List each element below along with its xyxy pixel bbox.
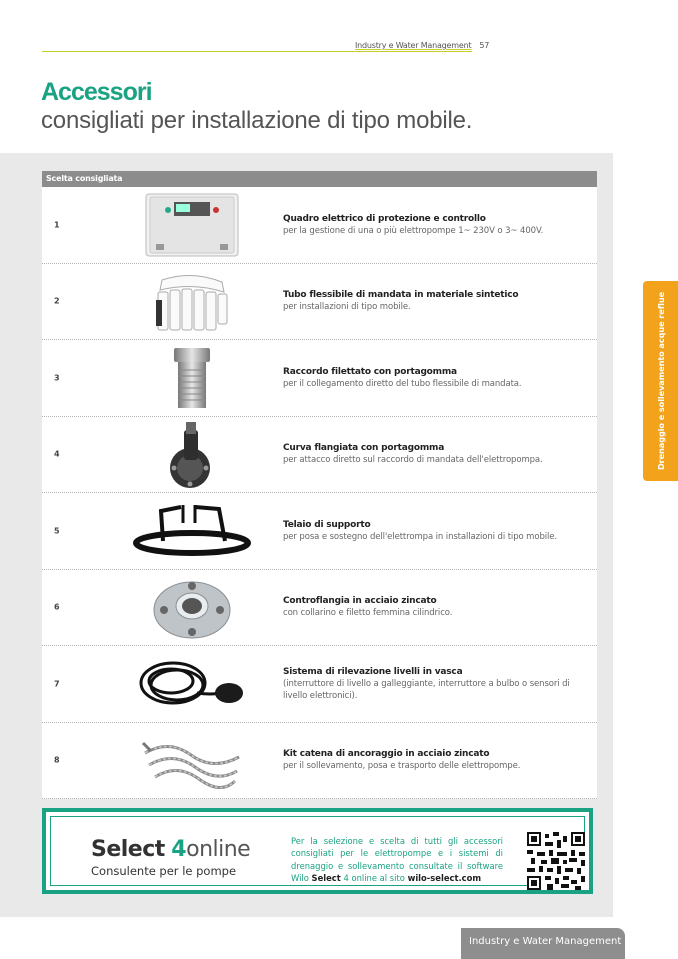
footer-section-tab: Industry e Water Management xyxy=(461,928,625,959)
anchoring-chain-image xyxy=(122,723,262,799)
table-heading: Scelta consigliata xyxy=(42,171,597,187)
flanged-bend-image xyxy=(122,417,262,493)
page-subtitle: consigliati per installazione di tipo mobile. xyxy=(41,107,473,134)
row-title: Tubo flessibile di mandata in materiale sintetico xyxy=(283,290,519,301)
table-row xyxy=(42,723,597,800)
table-row xyxy=(42,646,597,723)
row-number: 5 xyxy=(54,526,60,536)
row-text xyxy=(283,442,593,466)
row-number: 8 xyxy=(54,755,60,765)
row-title: Raccordo filettato con portagomma xyxy=(283,366,457,377)
section-side-tab[interactable] xyxy=(643,281,678,481)
side-tab-label: Drenaggio e sollevamento acque reflue xyxy=(655,291,666,471)
row-description: per la gestione di una o più elettropompe 1~ 230V o 3~ 400V. xyxy=(283,225,544,236)
row-description: per installazioni di tipo mobile. xyxy=(283,302,411,313)
running-header xyxy=(355,41,489,50)
page-number: 57 xyxy=(479,41,490,50)
select-description: Per la selezione e scelta di tutti gli accessori consigliati per le elettropompe e i sistemi di drenaggio e sollevamento consultate il software Wilo Select 4 online al sito wilo-select.com xyxy=(291,836,503,884)
row-title: Controflangia in acciaio zincato xyxy=(283,596,437,607)
select-box-inner xyxy=(50,816,585,886)
row-title: Curva flangiata con portagomma xyxy=(283,443,445,454)
row-number: 2 xyxy=(54,296,60,306)
table-row xyxy=(42,493,597,570)
row-description: per posa e sostegno dell'elettrompa in installazioni di tipo mobile. xyxy=(283,531,558,542)
row-description: per il sollevamento, posa e trasporto delle elettropompe. xyxy=(283,761,521,772)
select-url-link[interactable]: wilo-select.com xyxy=(407,873,482,884)
row-text xyxy=(283,595,593,619)
hose-coupling-image xyxy=(122,340,262,416)
row-number: 6 xyxy=(54,602,60,612)
flexible-hose-image xyxy=(122,264,262,340)
row-text xyxy=(283,666,593,702)
row-title: Telaio di supporto xyxy=(283,519,371,530)
row-text xyxy=(283,289,593,313)
row-number: 4 xyxy=(54,449,60,459)
row-text xyxy=(283,519,593,543)
page-title: Accessori xyxy=(41,78,152,106)
table-row xyxy=(42,417,597,494)
level-switch-image xyxy=(122,646,262,722)
table-row xyxy=(42,187,597,264)
row-text xyxy=(283,748,593,772)
header-section: Industry e Water Management xyxy=(355,41,472,50)
row-description: con collarino e filetto femmina cilindrico. xyxy=(283,608,453,619)
row-title: Quadro elettrico di protezione e controllo xyxy=(283,213,486,224)
row-number: 7 xyxy=(54,679,60,689)
accessories-table xyxy=(42,171,597,799)
row-title: Kit catena di ancoraggio in acciaio zincato xyxy=(283,749,490,760)
row-description: per attacco diretto sul raccordo di mandata dell'elettropompa. xyxy=(283,455,543,466)
control-panel-image xyxy=(122,187,262,263)
table-row xyxy=(42,570,597,647)
table-row xyxy=(42,340,597,417)
row-text xyxy=(283,213,593,237)
table-row xyxy=(42,264,597,341)
row-description: (interruttore di livello a galleggiante, interruttore a bulbo o sensori di livello elettronici). xyxy=(283,678,570,701)
support-frame-image xyxy=(122,493,262,569)
counter-flange-image xyxy=(122,570,262,646)
select-subtitle: Consulente per le pompe xyxy=(91,864,237,878)
select4online-box xyxy=(42,808,593,894)
qr-code-icon[interactable] xyxy=(527,832,585,890)
row-number: 1 xyxy=(54,220,60,230)
row-description: per il collegamento diretto del tubo flessibile di mandata. xyxy=(283,378,522,389)
row-title: Sistema di rilevazione livelli in vasca xyxy=(283,666,463,677)
row-number: 3 xyxy=(54,373,60,383)
header-rule xyxy=(42,51,472,52)
row-text xyxy=(283,366,593,390)
select4online-logo: Select 4online xyxy=(91,837,251,862)
